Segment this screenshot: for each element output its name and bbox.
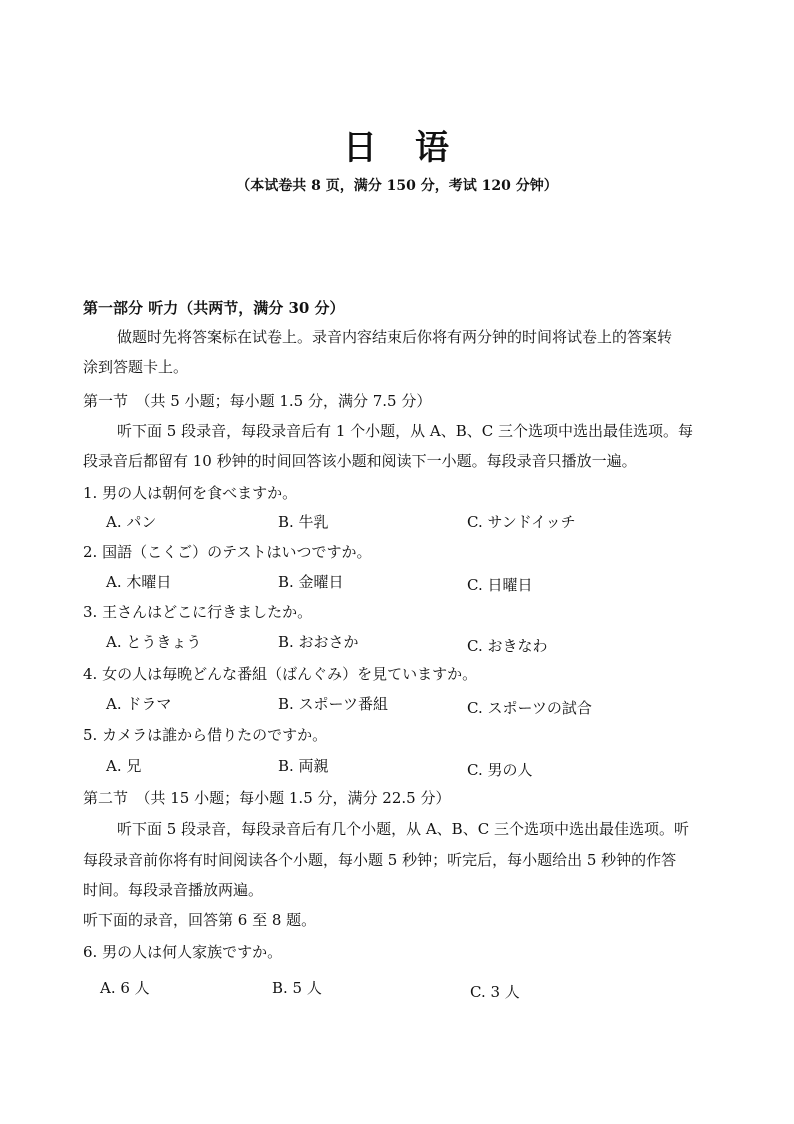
q5-option-b: B. 両親 bbox=[278, 757, 329, 775]
section2-heading: 第二节 （共 15 小题；每小题 1.5 分，满分 22.5 分） bbox=[83, 789, 451, 807]
q6-option-a: A. 6 人 bbox=[100, 979, 150, 997]
q1-option-c: C. サンドイッチ bbox=[467, 513, 576, 531]
section2-instruction-line1: 听下面 5 段录音，每段录音后有几个小题，从 A、B、C 三个选项中选出最佳选项。听 bbox=[117, 820, 689, 838]
question-5: 5. カメラは誰から借りたのですか。 bbox=[83, 726, 328, 744]
q3-option-b: B. おおさか bbox=[278, 633, 359, 651]
q3-option-c: C. おきなわ bbox=[467, 637, 548, 655]
q6-option-b: B. 5 人 bbox=[272, 979, 322, 997]
section1-instruction-line2: 段录音后都留有 10 秒钟的时间回答该小题和阅读下一小题。每段录音只播放一遍。 bbox=[83, 452, 637, 470]
question-4: 4. 女の人は毎晩どんな番組（ばんぐみ）を見ていますか。 bbox=[83, 665, 478, 683]
part1-heading: 第一部分 听力（共两节，满分 30 分） bbox=[83, 299, 345, 317]
exam-info: （本试卷共 8 页，满分 150 分，考试 120 分钟） bbox=[236, 178, 558, 194]
part1-instruction-line1: 做题时先将答案标在试卷上。录音内容结束后你将有两分钟的时间将试卷上的答案转 bbox=[117, 328, 673, 346]
question-6: 6. 男の人は何人家族ですか。 bbox=[83, 943, 283, 961]
page-title: 日 语 bbox=[343, 128, 451, 168]
q4-option-b: B. スポーツ番組 bbox=[278, 695, 388, 713]
part1-instruction-line2: 涂到答题卡上。 bbox=[83, 358, 189, 376]
q2-option-c: C. 日曜日 bbox=[467, 576, 533, 594]
section2-instruction-line3: 时间。每段录音播放两遍。 bbox=[83, 881, 264, 899]
q2-option-a: A. 木曜日 bbox=[106, 573, 172, 591]
q4-option-c: C. スポーツの試合 bbox=[467, 699, 592, 717]
q2-option-b: B. 金曜日 bbox=[278, 573, 344, 591]
group-intro: 听下面的录音，回答第 6 至 8 题。 bbox=[83, 911, 317, 929]
q5-option-a: A. 兄 bbox=[106, 757, 142, 775]
q6-option-c: C. 3 人 bbox=[470, 983, 520, 1001]
section2-instruction-line2: 每段录音前你将有时间阅读各个小题，每小题 5 秒钟；听完后，每小题给出 5 秒钟的作答 bbox=[83, 851, 677, 869]
section1-instruction-line1: 听下面 5 段录音，每段录音后有 1 个小题，从 A、B、C 三个选项中选出最佳选项。每 bbox=[117, 422, 694, 440]
q5-option-c: C. 男の人 bbox=[467, 761, 533, 779]
q4-option-a: A. ドラマ bbox=[106, 695, 172, 713]
q3-option-a: A. とうきょう bbox=[106, 633, 202, 651]
q1-option-a: A. パン bbox=[106, 513, 157, 531]
q1-option-b: B. 牛乳 bbox=[278, 513, 329, 531]
question-2: 2. 国語（こくご）のテストはいつですか。 bbox=[83, 543, 372, 561]
question-3: 3. 王さんはどこに行きましたか。 bbox=[83, 603, 313, 621]
section1-heading: 第一节 （共 5 小题；每小题 1.5 分，满分 7.5 分） bbox=[83, 392, 432, 410]
question-1: 1. 男の人は朝何を食べますか。 bbox=[83, 484, 298, 502]
